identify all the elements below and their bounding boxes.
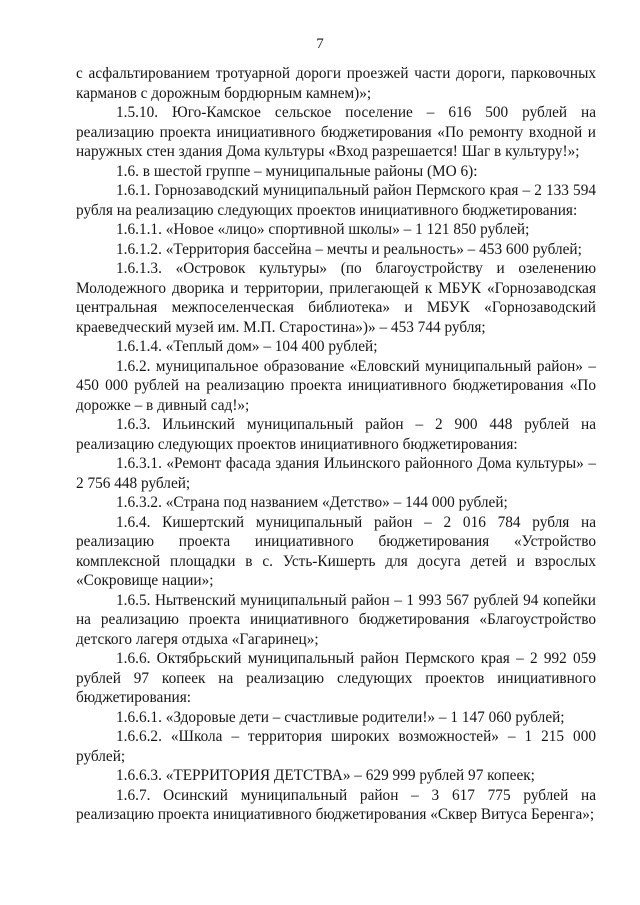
paragraph-1-6-1-4: 1.6.1.4. «Теплый дом» – 104 400 рублей; [116,338,378,355]
paragraph-1-6-1-3: 1.6.1.3. «Островок культуры» (по благоустройству и озеленению Молодежного дворика и территории, прилегающей к МБУК «Горнозаводская центральная межпоселенческая библиотека» и МБУК «Горнозаводский краеведческий музей им. М.П. Старостина»)» – 453 744 рубля; [76,260,596,336]
paragraph-1-6-1-2: 1.6.1.2. «Территория бассейна – мечты и реальность» – 453 600 рублей; [116,240,582,258]
paragraph-1-6-4: 1.6.4. Кишертский муниципальный район – 2 016 784 рубля на реализацию проекта инициативного бюджетирования «Устройство комплексной площадки в с. Усть-Кишерть для досуга детей и взрослых «Сокровище нации»; [76,513,596,589]
paragraph-1-6-6-1: 1.6.6.1. «Здоровые дети – счастливые родители!» – 1 147 060 рублей; [116,708,565,726]
paragraph-1-6-7: 1.6.7. Осинский муниципальный район – 3 617 775 рублей на реализацию проекта инициативного бюджетирования «Сквер Витуса Беренга»; [76,786,596,823]
paragraph-1-6-2: 1.6.2. муниципальное образование «Еловский муниципальный район» – 450 000 рублей на реализацию проекта инициативного бюджетирования «По дорожке – в дивный сад!»; [76,357,596,414]
paragraph-1-6-5: 1.6.5. Нытвенский муниципальный район – 1 993 567 рублей 94 копейки на реализацию проекта инициативного бюджетирования «Благоустройство детского лагеря отдыха «Гагаринец»; [76,591,596,648]
paragraph-1-6-3-1: 1.6.3.1. «Ремонт фасада здания Ильинского районного Дома культуры» – 2 756 448 рублей; [76,455,596,492]
paragraph-1-6-1-1: 1.6.1.1. «Новое «лицо» спортивной школы» – 1 121 850 рублей; [116,221,530,238]
paragraph-1-5-10: 1.5.10. Юго-Камское сельское поселение – 616 500 рублей на реализацию проекта инициативного бюджетирования «По ремонту входной и наружных стен здания Дома культуры «Вход разрешается! Шаг в культуру!»; [76,104,596,160]
paragraph-1-6-6: 1.6.6. Октябрьский муниципальный район Пермского края – 2 992 059 рублей 97 копеек на реализацию следующих проектов инициативного бюджетирования: [76,650,596,706]
paragraph-continuation: с асфальтированием тротуарной дороги проезжей части дороги, парковочных карманов с дорожным бордюрным камнем)»; [76,65,596,102]
document-body [76,64,596,825]
paragraph-1-6-3: 1.6.3. Ильинский муниципальный район – 2 900 448 рублей на реализацию следующих проектов инициативного бюджетирования: [76,416,596,453]
paragraph-1-6-3-2: 1.6.3.2. «Страна под названием «Детство» – 144 000 рублей; [116,494,508,511]
paragraph-1-6-1: 1.6.1. Горнозаводский муниципальный район Пермского края – 2 133 594 рубля на реализацию следующих проектов инициативного бюджетирования: [76,182,596,219]
paragraph-1-6-6-3: 1.6.6.3. «ТЕРРИТОРИЯ ДЕТСТВА» – 629 999 рублей 97 копеек; [116,767,535,784]
page-number: 7 [316,36,324,52]
paragraph-1-6: 1.6. в шестой группе – муниципальные районы (МО 6): [116,162,478,180]
paragraph-1-6-6-2: 1.6.6.2. «Школа – территория широких возможностей» – 1 215 000 рублей; [76,728,596,765]
